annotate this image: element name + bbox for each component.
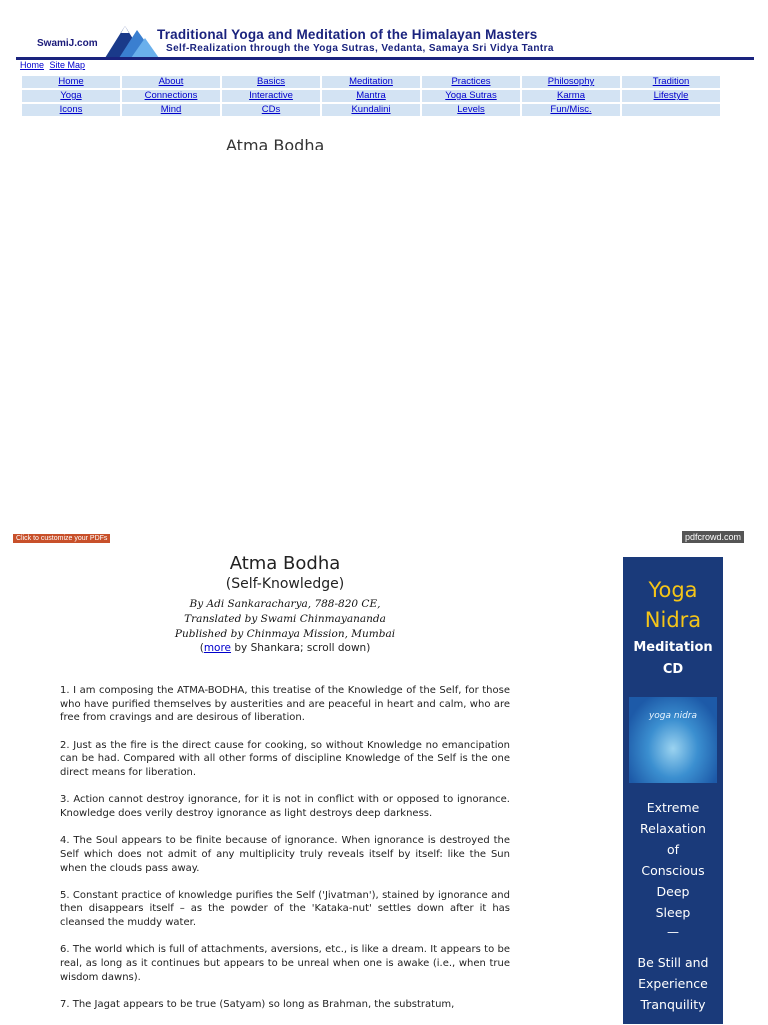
verse: 2. Just as the fire is the direct cause for cooking, so without Knowledge no emancipation can be had. Compared with all other forms of discipline Knowledge of the Self is the one direct means for liberation.	[60, 739, 510, 779]
main-nav	[20, 74, 722, 118]
nav-link-lifestyle[interactable]: Lifestyle	[653, 90, 689, 101]
article-title: Atma Bodha	[229, 553, 341, 574]
ad-title	[623, 575, 723, 635]
ad-title-line: Nidra	[644, 608, 702, 632]
nav-cell[interactable]	[522, 76, 620, 88]
nav-link-basics[interactable]: Basics	[257, 76, 285, 87]
header-divider	[16, 57, 754, 60]
nav-cell[interactable]	[122, 90, 220, 102]
nav-link-mind[interactable]: Mind	[160, 104, 182, 115]
nav-cell[interactable]	[522, 90, 620, 102]
pdfcrowd-link[interactable]: pdfcrowd.com	[682, 531, 744, 543]
more-link[interactable]: more	[203, 642, 232, 654]
verse: 7. The Jagat appears to be true (Satyam) so long as Brahman, the substratum,	[60, 998, 455, 1010]
ad-product-type	[623, 637, 723, 681]
nav-cell[interactable]	[422, 90, 520, 102]
nav-cell[interactable]	[222, 104, 320, 116]
nav-link-karma[interactable]: Karma	[557, 90, 585, 101]
nav-link-cds[interactable]: CDs	[261, 104, 281, 115]
nav-link-philosophy[interactable]: Philosophy	[547, 76, 595, 87]
nav-row	[22, 104, 720, 116]
site-subtitle: Self-Realization through the Yoga Sutras, Vedanta, Samaya Sri Vidya Tantra	[166, 43, 554, 54]
cd-cover-image[interactable]	[629, 697, 717, 783]
site-title: Traditional Yoga and Meditation of the Himalayan Masters	[157, 27, 538, 42]
byline-author: By Adi Sankaracharya, 788-820 CE,	[189, 598, 381, 610]
article-byline	[0, 597, 570, 642]
nav-cell[interactable]	[122, 104, 220, 116]
yoga-nidra-cd-ad[interactable]	[623, 557, 723, 1024]
nav-link-kundalini[interactable]: Kundalini	[351, 104, 391, 115]
ad-tag-line: Experience	[638, 976, 708, 991]
nav-link-about[interactable]: About	[158, 76, 184, 87]
article-subtitle: (Self-Knowledge)	[225, 576, 345, 592]
nav-cell[interactable]	[622, 90, 720, 102]
ad-tag-line: Be Still and	[637, 955, 709, 970]
nav-cell[interactable]	[322, 90, 420, 102]
more-suffix: by Shankara; scroll down)	[231, 642, 371, 654]
home-link[interactable]: Home	[20, 60, 45, 70]
nav-link-yoga[interactable]: Yoga	[60, 90, 82, 101]
site-map-link[interactable]: Site Map	[49, 60, 86, 70]
mountain-logo-icon[interactable]	[105, 24, 159, 58]
nav-cell[interactable]	[122, 76, 220, 88]
ad-desc-line: Relaxation	[640, 821, 706, 836]
nav-link-mantra[interactable]: Mantra	[356, 90, 386, 101]
nav-cell[interactable]	[22, 104, 120, 116]
ad-cd-line: CD	[662, 662, 684, 677]
ad-divider: —	[667, 925, 679, 939]
byline-translator: Translated by Swami Chinmayananda	[184, 613, 386, 625]
nav-cell[interactable]	[222, 90, 320, 102]
nav-link-fun-misc[interactable]: Fun/Misc.	[550, 104, 592, 115]
nav-link-yoga-sutras[interactable]: Yoga Sutras	[445, 90, 497, 101]
nav-link-practices[interactable]: Practices	[451, 76, 491, 87]
site-header	[0, 0, 768, 60]
top-links	[20, 60, 88, 70]
nav-cell[interactable]	[422, 104, 520, 116]
nav-cell[interactable]	[422, 76, 520, 88]
nav-row	[22, 76, 720, 88]
clipped-page-title	[226, 138, 346, 150]
nav-cell[interactable]	[622, 76, 720, 88]
verse-list	[60, 684, 510, 1025]
nav-cell[interactable]	[322, 104, 420, 116]
nav-cell[interactable]	[322, 76, 420, 88]
site-logo-text[interactable]: SwamiJ.com	[37, 38, 98, 49]
more-note	[0, 642, 570, 654]
more-prefix: (	[199, 642, 204, 654]
nav-cell[interactable]	[522, 104, 620, 116]
verse: 4. The Soul appears to be finite because of ignorance. When ignorance is destroyed the Self which does not admit of any multiplicity truly reveals itself by itself: like the Sun when the clouds pass away.	[60, 835, 510, 874]
byline-publisher: Published by Chinmaya Mission, Mumbai	[174, 628, 396, 640]
ad-desc-line: Deep	[656, 884, 690, 899]
clipped-title-text: Atma Bodha	[226, 138, 325, 150]
nav-link-home[interactable]: Home	[58, 76, 84, 87]
ad-cd-line: Meditation	[633, 640, 713, 655]
nav-link-levels[interactable]: Levels	[457, 104, 485, 115]
ad-desc-line: of	[666, 842, 680, 857]
verse: 5. Constant practice of knowledge purifies the Self ('Jivatman'), stained by ignorance and then disappears itself – as the powder of the 'Kataka-nut' settles down after it has cleansed the muddy water.	[60, 889, 510, 929]
nav-cell[interactable]	[22, 76, 120, 88]
customize-pdf-button[interactable]: Click to customize your PDFs	[13, 534, 110, 543]
verse: 3. Action cannot destroy ignorance, for it is not in conflict with or opposed to ignorance. Knowledge does verily destroy ignorance as light destroys deep darkness.	[60, 794, 510, 819]
ad-tag-line: Tranquility	[640, 997, 706, 1012]
nav-cell[interactable]	[22, 90, 120, 102]
ad-desc-line: Sleep	[655, 905, 691, 920]
ad-desc-line: Conscious	[641, 863, 705, 878]
ad-desc-line: Extreme	[646, 800, 700, 815]
nav-link-connections[interactable]: Connections	[144, 90, 198, 101]
nav-link-interactive[interactable]: Interactive	[249, 90, 293, 101]
verse: 6. The world which is full of attachments, aversions, etc., is like a dream. It appears to be real, as long as it continues but appears to be unreal when one is awake (i.e., when true wisdom dawns).	[60, 944, 510, 983]
nav-cell-empty	[622, 104, 720, 116]
nav-row	[22, 90, 720, 102]
cd-cover-text: yoga nidra	[648, 711, 698, 721]
ad-title-line: Yoga	[648, 578, 698, 602]
nav-link-meditation[interactable]: Meditation	[349, 76, 393, 87]
ad-tagline	[623, 952, 723, 1015]
nav-link-tradition[interactable]: Tradition	[652, 76, 690, 87]
ad-description	[623, 797, 723, 923]
nav-link-icons[interactable]: Icons	[59, 104, 83, 115]
verse: 1. I am composing the ATMA-BODHA, this treatise of the Knowledge of the Self, for those who have purified themselves by austerities and are peaceful in heart and calm, who are free from cravings and are desirous of liberation.	[60, 685, 510, 724]
nav-cell[interactable]	[222, 76, 320, 88]
